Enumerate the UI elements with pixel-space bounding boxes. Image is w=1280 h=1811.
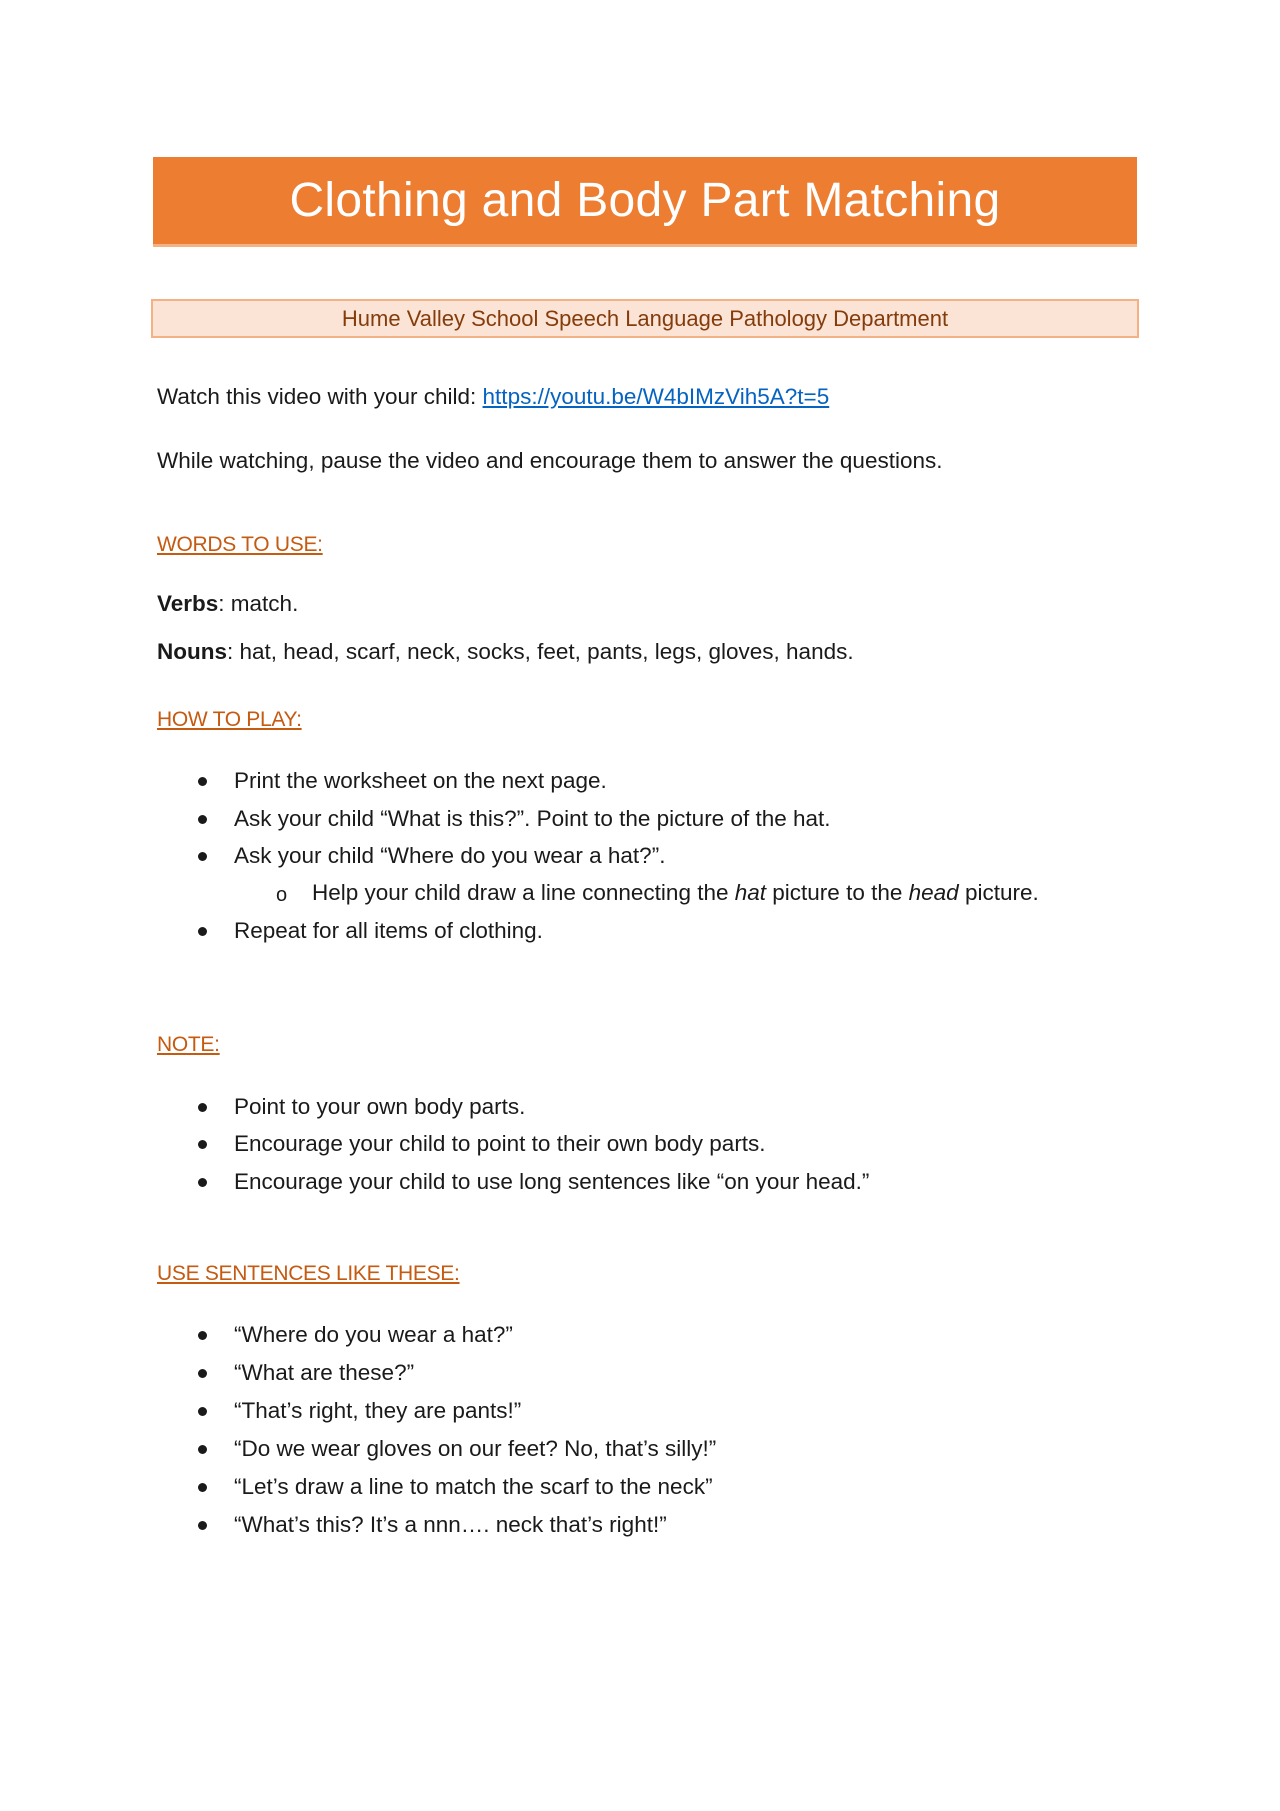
list-item: “Where do you wear a hat?” — [234, 1322, 513, 1348]
page-title: Clothing and Body Part Matching — [289, 174, 1001, 227]
list-item: Ask your child “What is this?”. Point to the picture of the hat. — [234, 806, 831, 832]
sub-list-item: o Help your child draw a line connecting the hat picture to the head picture. — [276, 880, 1039, 906]
list-item: “Let’s draw a line to match the scarf to the neck” — [234, 1474, 713, 1500]
while-watching-text: While watching, pause the video and encourage them to answer the questions. — [157, 448, 943, 473]
title-banner — [153, 157, 1137, 247]
bullet-dot — [198, 777, 207, 786]
list-item: “That’s right, they are pants!” — [234, 1398, 521, 1424]
bullet-dot — [198, 1369, 207, 1378]
bullet-dot — [198, 852, 207, 861]
bullet-dot — [198, 815, 207, 824]
words-heading: WORDS TO USE: — [157, 533, 323, 556]
list-item: Point to your own body parts. — [234, 1094, 525, 1120]
bullet-dot — [198, 1483, 207, 1492]
bullet-dot — [198, 1445, 207, 1454]
verbs-label: Verbs — [157, 591, 219, 616]
nouns-line — [157, 639, 854, 665]
watch-video-line — [157, 384, 829, 410]
watch-label: Watch this video with your child: — [157, 384, 483, 409]
bullet-dot — [198, 1178, 207, 1187]
department-subtitle: Hume Valley School Speech Language Pathology Department — [341, 305, 949, 331]
bullet-dot — [198, 1521, 207, 1530]
list-item: Print the worksheet on the next page. — [234, 768, 607, 794]
bullet-dot — [198, 1407, 207, 1416]
list-item: “Do we wear gloves on our feet? No, that’s silly!” — [234, 1436, 716, 1462]
note-heading: NOTE: — [157, 1033, 220, 1056]
list-item: “What’s this? It’s a nnn…. neck that’s right!” — [234, 1512, 667, 1538]
subtitle-box — [151, 299, 1139, 338]
sub-bullet-marker: o — [276, 884, 288, 906]
nouns-label: Nouns — [157, 639, 227, 664]
video-link[interactable]: https://youtu.be/W4bIMzVih5A?t=5 — [482, 384, 830, 409]
list-item: “What are these?” — [234, 1360, 414, 1386]
verbs-line — [157, 591, 298, 617]
list-item: Encourage your child to use long sentences like “on your head.” — [234, 1169, 869, 1195]
list-item: Encourage your child to point to their own body parts. — [234, 1131, 766, 1157]
verbs-text: : match. — [218, 591, 299, 616]
sentences-heading: USE SENTENCES LIKE THESE: — [157, 1262, 460, 1285]
how-to-play-heading: HOW TO PLAY: — [157, 708, 302, 731]
bullet-dot — [198, 1103, 207, 1112]
list-item: Ask your child “Where do you wear a hat?”. — [234, 843, 665, 869]
bullet-dot — [198, 1140, 207, 1149]
bullet-dot — [198, 927, 207, 936]
bullet-dot — [198, 1331, 207, 1340]
list-item: Repeat for all items of clothing. — [234, 918, 543, 944]
nouns-text: : hat, head, scarf, neck, socks, feet, pants, legs, gloves, hands. — [227, 639, 854, 664]
